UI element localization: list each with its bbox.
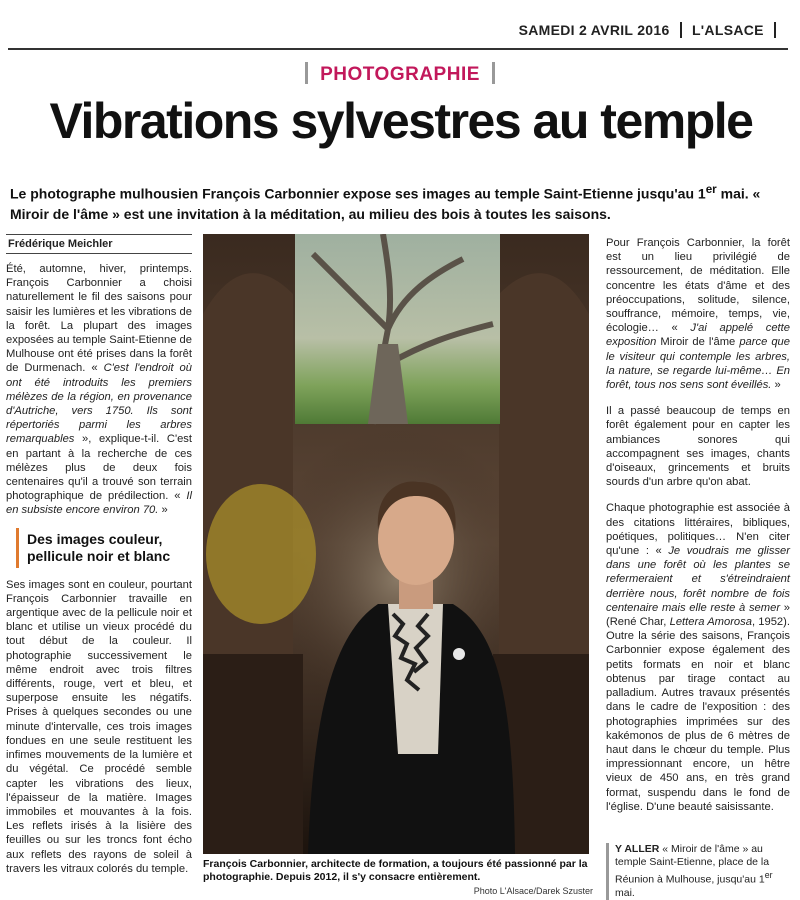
yaller-sup: er [764,870,773,880]
text-run: Été, automne, hiver, printemps. François Carbonnier a choisi naturellement le fil des saisons pour saisir les lumières et les vibrations de la forêt. La plupart des images exposées au temple Saint-Etienne de Mulhouse ont été prises dans la forêt de Durmenach. « [6,263,192,375]
yaller-text-2: mai. [615,886,635,899]
quote-run: C'est l'endroit où ont été introduits les premiers mélèzes de la région, en provenance d'Autriche, vers 1750. Ils sont répertoriés parmi les arbres remarquables [6,362,192,446]
article-subheading: Des images couleur, pellicule noir et blanc [16,528,192,568]
text-run: , 1952). Outre la série des saisons, François Carbonnier expose également des petits formats en noir et blanc obtenus par tirage contact au palladium. Autres travaux présentés dans le cadre de l'exposition : des photographies imprimées sur des kakémonos de plus de 6 mètres de haut dans le chœur du temple. Plus impressionnant encore, un hêtre vieux de 450 ans, en très grand format, suspendu dans le fond de l'église. D'une beauté saisissante. [606,616,790,813]
right-column [606,236,790,826]
header-separator-end [774,22,776,38]
text-run: » [771,379,781,392]
article-lead [10,180,790,224]
author-byline: Frédérique Meichler [6,234,192,254]
publication-name: L'ALSACE [691,22,764,38]
text-run: Pour François Carbonnier, la forêt est un lieu privilégié de ressourcement, de méditation. Elle concentre les états d'âme et des préoccupations, solitude, silence, souffrance, mémoire, temps, vie, écologie… « [606,237,790,335]
photo-caption [203,858,593,898]
caption-text: François Carbonnier, architecte de formation, a toujours été passionné par la photographie. Depuis 2012, il s'y consacre entièrement. [203,858,588,883]
lead-sup: er [705,183,717,196]
quote-run: Lettera Amorosa [669,616,752,629]
lead-text-2: mai. « Miroir de l'âme » est une invitation à la méditation, au milieu des bois à toutes les saisons. [10,185,761,222]
right-paragraph-3 [606,501,790,813]
text-run: », explique-t-il. C'est en partant à la recherche de ces mélèzes plus de deux fois centenaires qu'il a trouvé son terrain photographique de prédilection. « [6,433,192,503]
text-run: » (René Char, [606,601,790,629]
right-body [606,236,790,814]
article-photo [203,234,589,854]
photo-illustration [203,234,589,854]
quote-run: Je voudrais me glisser dans une forêt où les plantes se refermeraient et s'étreindraient derrière nous, forêt nombre de fois centenaire mais elle reste à semer [606,545,791,614]
right-paragraph-1 [606,236,790,392]
yellow-flowers [206,484,316,624]
practical-info-box [606,843,790,900]
chairs-left [203,654,303,854]
lapel-badge [453,648,465,660]
article-title: Vibrations sylvestres au temple [49,93,753,149]
quote-run: Il en subsiste encore environ 70. [6,490,192,517]
left-paragraph-1 [6,262,192,518]
lead-text-1: Le photographe mulhousien François Carbonnier expose ses images au temple Saint-Etienne jusqu'au 1 [10,185,706,202]
page-header [8,12,788,50]
quote-run: parce que le visiteur qui contemple les arbres, la nature, se regarde lui-même… En forêt, tous nos sens sont éveillés. [606,336,790,392]
left-paragraph-2: Ses images sont en couleur, pourtant François Carbonnier travaille en argentique avec de la pellicule noir et blanc et utilise un vieux procédé du tout début de la couleur. Il photographie successivement le même endroit avec trois filtres différents, rouge, vert et bleu, et superpose ensuite les négatifs. Prises à quelques secondes ou une minute d'intervalle, ces trois images fondues en une seule restituent les infimes mouvements de la lumière et du végétal. Ce procédé semble capter les vibrations des lieux, l'épaisseur de la matière. Images immobiles et mouvantes à la fois. Les reflets irisés à la lisière des feuilles ou sur les troncs font écho aux reflets des rayons de soleil à travers les vitraux colorés du temple. [6,578,192,875]
yaller-label: Y ALLER [615,843,660,855]
left-body [6,262,192,518]
left-body-2 [6,578,192,876]
rubric-label: PHOTOGRAPHIE [320,64,480,85]
left-column [6,234,192,880]
text-run: » [158,504,168,517]
text-run: Chaque photographie est associée à des citations littéraires, bibliques, poétiques, politiques… N'en citer qu'une : « [606,502,790,558]
section-rubric [0,62,800,86]
rubric-bar-right [492,62,495,84]
yaller-text-1: « Miroir de l'âme » au temple Saint-Etienne, place de la Réunion à Mulhouse, jusqu'au 1 [615,843,770,886]
header-separator [680,22,682,38]
issue-date: SAMEDI 2 AVRIL 2016 [518,22,670,38]
rubric-bar-left [305,62,308,84]
right-paragraph-2: Il a passé beaucoup de temps en forêt également pour en capter les ambiances sonores qui accompagnent ses images, chants d'oiseaux, grincements et bruits sourds d'un arbre qu'on abat. [606,405,790,489]
quote-run: J'ai appelé cette exposition [606,322,790,349]
text-run: Miroir de l'âme [656,336,740,349]
photo-credit: Photo L'Alsace/Darek Szuster [473,886,593,896]
